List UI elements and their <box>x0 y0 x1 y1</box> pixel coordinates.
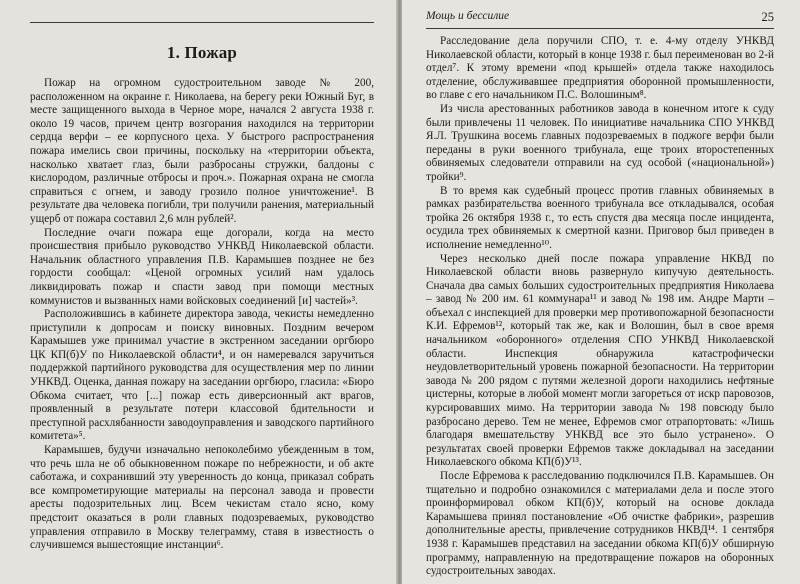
right-paragraph-3: В то время как судебный процесс против главных обвиняемых в рамках разбирательства военного трибунала все откладывался, особая тройка 26 октября 1938 г., то есть спустя два месяца после инцидента, осудила трех обвиняемых к смертной казни. Приговор был приведен в исполнение немедленно¹⁰. <box>426 184 774 251</box>
header-rule <box>30 22 374 23</box>
left-paragraph-4: Карамышев, будучи изначально непоколебимо убежденным в том, что речь шла не об обыкновенном пожаре по небрежности, и об акте саботажа, и сохранивший эту уверенность до конца, приказал собрать все компрометирующие материалы на персонал завода и провести аресты подозрительных лиц. Всем чекистам стало ясно, кому предстоит оказаться в роли главных подозреваемых, руководство управления отправило в Москву телеграмму, ставя в известность о случившемся вышестоящие инстанции⁶. <box>30 444 374 552</box>
right-page <box>402 0 800 584</box>
chapter-title: 1. Пожар <box>166 43 238 62</box>
right-paragraph-2: Из числа арестованных работников завода в конечном итоге к суду были привлечены 11 человек. По инициативе начальника СПО УНКВД Я.Л. Трушкина восемь главных подозреваемых в поджоге верфи были переданы в руки военного трибунала, еще троих второстепенных обвиняемых следователи отправили на суд особой («национальной») тройки⁹. <box>426 102 774 183</box>
right-paragraph-4: Через несколько дней после пожара управление НКВД по Николаевской области вновь развернуло кипучую деятельность. Сначала два самых больших судостроительных предприятия Николаева – завод № 200 им. 61 коммунара¹¹ и завод № 198 им. Андре Марти – объехал с инспекцией для проверки мер противопожарной безопасности К.И. Ефремов¹², который так же, как и Волошин, был в свое время начальником «оборонного» отделения СПО УНКВД Николаевской области. Инспекция обнаружила катастрофически неудовлетворительный уровень пожарной безопасности. На территории завода № 200 рядом с путями железной дороги находились нефтяные цистерны, которые в любой момент могли загореться от искр паровозов, курсировавших мимо. На территории завода № 198 повсюду было разбросано дерево. Тем не менее, Ефремов смог отрапортовать: «Лишь благодаря вмешательству УНКВД все это было устранено». О результатах своей проверки Ефремов также докладывал на заседании Николаевского обкома КП(б)У¹³. <box>426 252 774 469</box>
header-rule <box>426 28 774 29</box>
running-title: Мощь и бессилие <box>426 10 510 22</box>
left-paragraph-1: Пожар на огромном судостроительном заводе № 200, расположенном на окраине г. Николаева, на берегу реки Южный Буг, в месте защищенного выхода в Черное море, начался 2 августа 1938 г. около 19 часов, причем центр возгорания находился на территории сердца верфи – ее корпусного цеха. У быстрого распространения пожара имелись свои причины, поскольку на «территории объекта, насколько хватает глаз, были разбросаны стружки, балдоны с кислородом, различные отбросы и проч.». Пожарная охрана не смогла справиться с огнем, и заводу грозило полное уничтожение¹. В результате два человека погибли, три получили ранения, материальный ущерб от пожара составил 2,6 млн рублей². <box>30 77 374 225</box>
page-number: 25 <box>761 10 774 24</box>
left-paragraph-2: Последние очаги пожара еще догорали, когда на место происшествия прибыло руководство УНКВД Николаевской области. Начальник областного управления П.В. Карамышев позднее не без гордости сообщал: «Ценой огромных усилий нам удалось ликвидировать пожар и спасти завод при помощи местных коммунистов и вызванных нами войсковых соединений [и] частей»³. <box>30 226 374 307</box>
running-header <box>426 10 774 25</box>
left-paragraph-3: Расположившись в кабинете директора завода, чекисты немедленно приступили к допросам и поиску виновных. Поздним вечером Карамышев уже принимал участие в экстренном заседании оргбюро ЦК КП(б)У по Николаевской области⁴, и он намеревался заручиться поддержкой партийного руководства для осуществления мер по линии УНКВД. Оценка, данная пожару на заседании оргбюро, гласила: «Бюро Обкома считает, что [...] пожар есть диверсионный акт врагов, проявленный в результате потери классовой бдительности и преступной расхлябанности заводоуправления и заводского партийного комитета»⁵. <box>30 308 374 443</box>
right-paragraph-5: После Ефремова к расследованию подключился П.В. Карамышев. Он тщательно и подробно ознакомился с материалами дела и после этого проинформировал обком КП(б)У, который на основе доклада Карамышева принял постановление «Об очистке фабрики», разрешив дополнительные аресты, привлечение сотрудников НКВД¹⁴. 1 сентября 1938 г. Карамышев представил на заседании обкома КП(б)У обширную программу, направленную на предотвращение пожаров на оборонных судостроительных заводах. <box>426 470 774 578</box>
right-paragraph-1: Расследование дела поручили СПО, т. е. 4-му отделу УНКВД Николаевской области, который в конце 1938 г. был переименован во 2-й отдел⁷. К этому времени «под крышей» отдела также находилось отделение, обслуживавшее предприятия оборонной промышленности, во главе с его начальником П.С. Волошиным⁸. <box>426 35 774 102</box>
left-page <box>0 0 398 584</box>
